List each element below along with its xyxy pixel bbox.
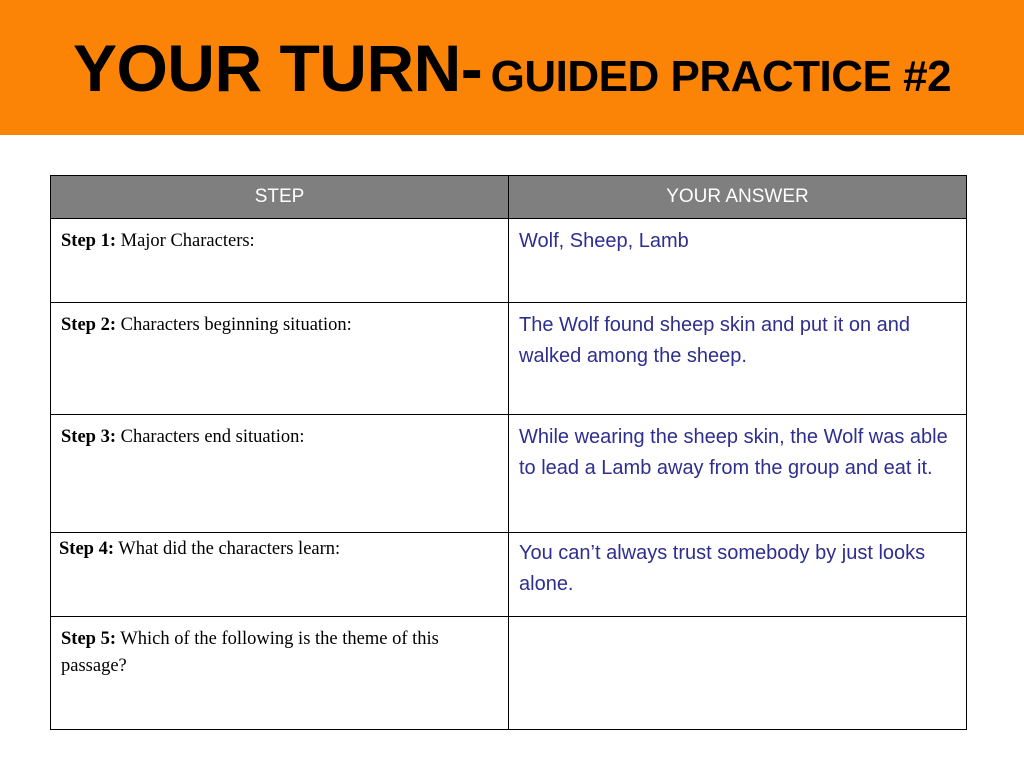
step-label: Step 5: xyxy=(61,629,116,649)
step-cell xyxy=(51,533,509,617)
table-header-row xyxy=(51,176,967,219)
step-cell xyxy=(51,219,509,303)
table-row xyxy=(51,533,967,617)
table-row xyxy=(51,219,967,303)
answer-cell: You can’t always trust somebody by just looks alone. xyxy=(509,533,967,617)
step-cell xyxy=(51,303,509,415)
table-row xyxy=(51,303,967,415)
answer-cell: The Wolf found sheep skin and put it on and walked among the sheep. xyxy=(509,303,967,415)
slide-title-sub: GUIDED PRACTICE #2 xyxy=(490,51,952,101)
step-prompt: What did the characters learn: xyxy=(114,539,341,559)
slide-title-main: YOUR TURN- xyxy=(72,30,483,105)
step-prompt: Characters beginning situation: xyxy=(116,315,352,335)
step-cell xyxy=(51,617,509,730)
answer-cell: Wolf, Sheep, Lamb xyxy=(509,219,967,303)
step-cell xyxy=(51,415,509,533)
step-label: Step 3: xyxy=(61,427,116,447)
answer-cell xyxy=(509,617,967,730)
answer-cell: While wearing the sheep skin, the Wolf was able to lead a Lamb away from the group and eat it. xyxy=(509,415,967,533)
step-label: Step 4: xyxy=(59,539,114,559)
header-step: STEP xyxy=(51,176,509,219)
title-bar xyxy=(0,0,1024,135)
guided-practice-table xyxy=(50,175,967,730)
step-label: Step 1: xyxy=(61,231,116,251)
slide-title xyxy=(73,30,951,106)
header-your-answer: YOUR ANSWER xyxy=(509,176,967,219)
table-row xyxy=(51,617,967,730)
step-prompt: Which of the following is the theme of this passage? xyxy=(61,629,439,676)
step-prompt: Characters end situation: xyxy=(116,427,305,447)
step-label: Step 2: xyxy=(61,315,116,335)
step-prompt: Major Characters: xyxy=(116,231,255,251)
table-row xyxy=(51,415,967,533)
